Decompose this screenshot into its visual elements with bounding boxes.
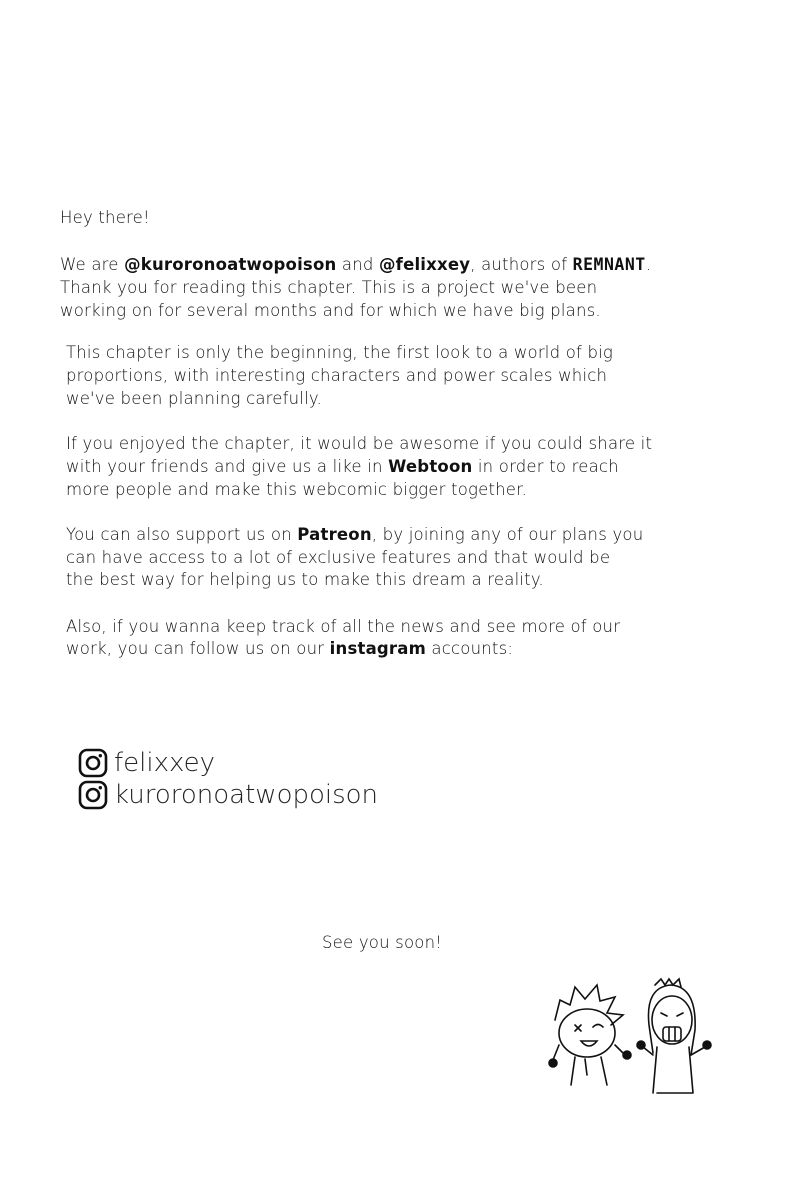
text-line: the best way for helping us to make this dream a reality. <box>66 570 544 589</box>
text: accounts: <box>425 639 514 658</box>
text-line: we've been planning carefully. <box>66 389 322 408</box>
text-line: proportions, with interesting characters and power scales which <box>66 366 608 385</box>
instagram-handle: kuroronoatwopoison <box>114 780 379 810</box>
instagram-account-kuroronoatwopoison <box>78 780 378 810</box>
text: We are <box>60 255 125 274</box>
text-line: Thank you for reading this chapter. This is a project we've been <box>60 278 598 297</box>
text-line: This chapter is only the beginning, the first look to a world of big <box>66 343 614 362</box>
text-line <box>66 457 619 476</box>
text-line: working on for several months and for which we have big plans. <box>60 301 601 320</box>
author-handle: @kuroronoatwopoison <box>124 255 337 274</box>
instagram-handle: felixxey <box>114 748 215 778</box>
text: . <box>645 255 652 274</box>
text-line <box>66 639 513 658</box>
text-line: more people and make this webcomic bigger together. <box>66 480 528 499</box>
text-line: Also, if you wanna keep track of all the news and see more of our <box>66 617 621 636</box>
text: You can also support us on <box>66 525 298 544</box>
instagram-icon <box>78 780 108 810</box>
text: , by joining any of our plans you <box>371 525 644 544</box>
authors-chibi-illustration <box>545 975 725 1100</box>
webtoon-mention: Webtoon <box>388 457 473 476</box>
instagram-icon <box>78 748 108 778</box>
remnant-logo: REMNANT <box>572 255 646 274</box>
text: and <box>336 255 379 274</box>
instagram-account-felixxey <box>78 748 215 778</box>
text: , authors of <box>470 255 573 274</box>
author-handle: @felixxey <box>378 255 471 274</box>
text-line: If you enjoyed the chapter, it would be awesome if you could share it <box>66 434 653 453</box>
text-line <box>66 525 643 544</box>
text: in order to reach <box>472 457 619 476</box>
instagram-mention: instagram <box>329 639 426 658</box>
patreon-mention: Patreon <box>297 525 372 544</box>
greeting: Hey there! <box>60 208 150 227</box>
text-line: can have access to a lot of exclusive features and that would be <box>66 548 611 567</box>
text-line <box>60 255 651 274</box>
closing-text: See you soon! <box>322 933 443 952</box>
text: work, you can follow us on our <box>66 639 330 658</box>
text: with your friends and give us a like in <box>66 457 389 476</box>
